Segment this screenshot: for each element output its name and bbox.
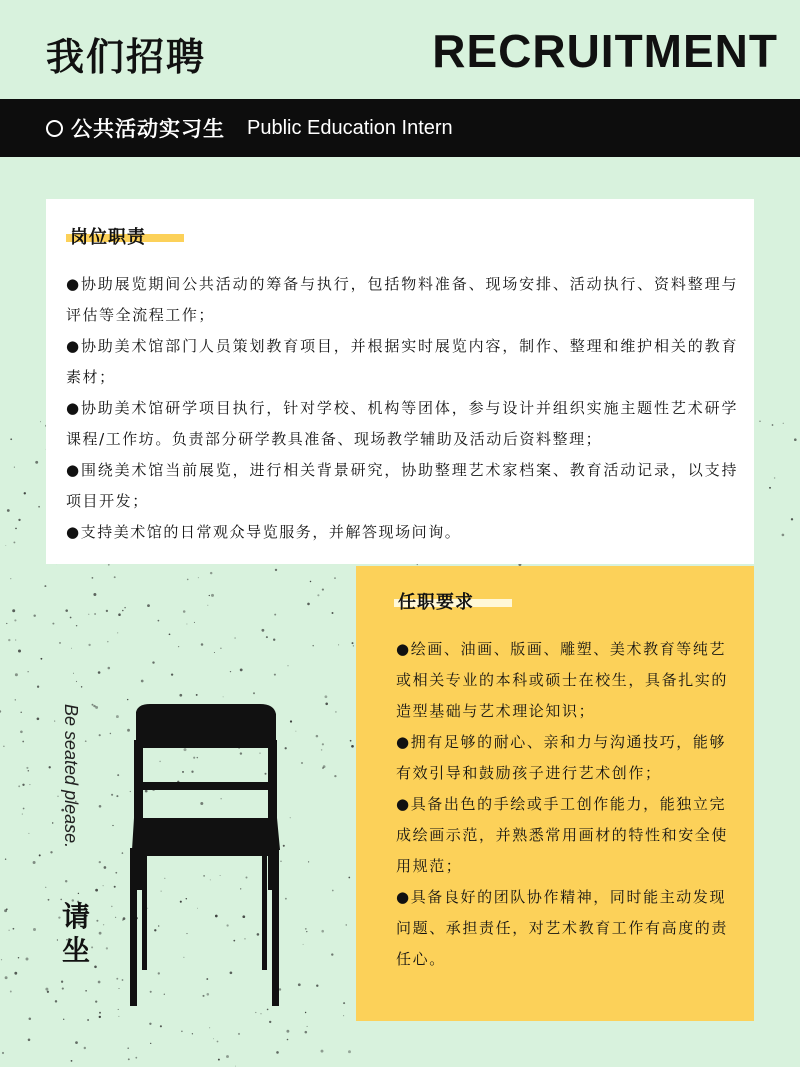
speckle-dot [71, 648, 72, 649]
speckle-dot [98, 671, 101, 674]
speckle-dot [147, 604, 150, 607]
speckle-dot [235, 1066, 236, 1067]
speckle-dot [65, 609, 68, 612]
seated-caption-cn: 请坐 [62, 900, 91, 967]
speckle-dot [104, 866, 107, 869]
speckle-dot [274, 614, 276, 616]
speckle-dot [135, 1057, 137, 1059]
speckle-dot [226, 1055, 229, 1058]
speckle-dot [332, 890, 334, 892]
speckle-dot [217, 1041, 219, 1043]
speckle-dot [348, 1050, 351, 1053]
speckle-dot [15, 699, 16, 700]
speckle-dot [353, 645, 354, 646]
speckle-dot [44, 585, 46, 587]
speckle-dot [192, 1033, 193, 1034]
speckle-dot [57, 939, 58, 940]
speckle-dot [325, 703, 328, 706]
speckle-dot [45, 988, 48, 991]
speckle-dot [169, 633, 171, 635]
speckle-dot [179, 694, 182, 697]
speckle-dot [28, 1039, 31, 1042]
speckle-dot [782, 534, 785, 537]
speckle-dot [63, 1019, 64, 1020]
speckle-dot [33, 614, 35, 616]
speckle-dot [5, 976, 8, 979]
requirements-heading [394, 588, 478, 614]
speckle-dot [103, 924, 104, 925]
speckle-dot [260, 1013, 261, 1014]
speckle-dot [18, 519, 20, 521]
speckle-dot [186, 623, 187, 624]
speckle-dot [18, 957, 19, 958]
speckle-dot [269, 1021, 271, 1023]
speckle-dot [99, 805, 102, 808]
circle-icon [46, 120, 63, 137]
speckle-dot [24, 492, 26, 494]
speckle-dot [15, 528, 17, 530]
speckle-dot [769, 487, 771, 489]
speckle-dot [317, 594, 319, 596]
speckle-dot [99, 861, 101, 863]
speckle-dot [160, 1025, 162, 1027]
speckle-dot [40, 658, 42, 660]
speckle-dot [23, 808, 25, 810]
speckle-dot [29, 784, 30, 785]
list-item: ●绘画、油画、版画、雕塑、美术教育等纯艺或相关专业的本科或硕士在校生，具备扎实的造型基础与艺术理论知识； [396, 640, 729, 720]
speckle-dot [12, 609, 15, 612]
speckle-dot [95, 889, 98, 892]
speckle-dot [35, 461, 38, 464]
requirements-list [396, 634, 736, 975]
speckle-dot [128, 1058, 130, 1060]
speckle-dot [99, 1012, 101, 1014]
speckle-dot [308, 861, 309, 862]
speckle-dot [65, 880, 67, 882]
speckle-dot [158, 620, 160, 622]
speckle-dot [273, 639, 275, 641]
speckle-dot [8, 930, 9, 931]
speckle-dot [14, 619, 16, 621]
speckle-dot [7, 509, 10, 512]
speckle-dot [81, 686, 82, 687]
speckle-dot [323, 765, 326, 768]
speckle-dot [13, 928, 15, 930]
speckle-dot [4, 909, 7, 912]
speckle-dot [218, 1059, 220, 1061]
speckle-dot [93, 705, 95, 707]
speckle-dot [99, 932, 102, 935]
speckle-dot [305, 1012, 306, 1013]
speckle-dot [33, 861, 36, 864]
speckle-dot [223, 696, 224, 697]
header-title-cn: 我们招聘 [46, 35, 207, 79]
speckle-dot [346, 924, 347, 925]
list-item: ●具备出色的手绘或手工创作能力，能独立完成绘画示范，并熟悉常用画材的特性和安全使用规范； [396, 795, 729, 875]
speckle-dot [305, 928, 307, 930]
speckle-dot [181, 1031, 183, 1033]
speckle-dot [93, 593, 96, 596]
speckle-dot [286, 1030, 289, 1033]
speckle-dot [794, 438, 797, 441]
speckle-dot [348, 877, 350, 879]
speckle-dot [207, 605, 208, 606]
list-item: ●协助美术馆部门人员策划教育项目，并根据实时展览内容，制作、整理和维护相关的教育素材； [66, 337, 738, 386]
speckle-dot [141, 680, 144, 683]
speckle-dot [209, 595, 210, 596]
speckle-dot [98, 981, 101, 984]
speckle-dot [85, 740, 87, 742]
speckle-dot [33, 928, 36, 931]
duties-card [46, 199, 754, 564]
speckle-dot [96, 920, 98, 922]
speckle-dot [214, 652, 215, 653]
speckle-dot [334, 577, 336, 579]
speckle-dot [26, 767, 28, 769]
list-item: ●围绕美术馆当前展览，进行相关背景研究，协助整理艺术家档案、教育活动记录，以支持项目开发； [66, 461, 738, 510]
speckle-dot [54, 721, 55, 722]
speckle-dot [316, 735, 319, 738]
speckle-dot [117, 632, 118, 633]
speckle-dot [149, 1023, 151, 1025]
speckle-dot [5, 859, 6, 860]
speckle-dot [150, 1043, 151, 1044]
speckle-dot [45, 887, 46, 888]
duties-list [66, 269, 738, 548]
speckle-dot [124, 607, 126, 609]
speckle-dot [275, 569, 277, 571]
speckle-dot [22, 784, 24, 786]
speckle-dot [127, 1047, 129, 1049]
speckle-dot [343, 1002, 345, 1004]
speckle-dot [10, 578, 11, 579]
speckle-dot [5, 545, 6, 546]
speckle-dot [28, 770, 30, 772]
speckle-dot [6, 623, 7, 624]
speckle-dot [52, 822, 53, 823]
speckle-dot [178, 646, 179, 647]
speckle-dot [107, 641, 109, 643]
speckle-dot [85, 990, 87, 992]
speckle-dot [92, 704, 94, 706]
speckle-dot [772, 424, 774, 426]
speckle-dot [87, 1019, 89, 1021]
list-item: ●具备良好的团队协作精神，同时能主动发现问题、承担责任，对艺术教育工作有高度的责任心。 [396, 888, 729, 968]
chair-illustration [110, 700, 300, 1010]
speckle-dot [49, 766, 51, 768]
speckle-dot [301, 762, 303, 764]
speckle-dot [307, 603, 310, 606]
speckle-dot [75, 1041, 78, 1044]
speckle-dot [92, 577, 94, 579]
speckle-dot [40, 421, 41, 422]
speckle-dot [10, 438, 12, 440]
speckle-dot [103, 885, 104, 886]
position-title-en: Public Education Intern [247, 116, 453, 139]
speckle-dot [10, 991, 12, 993]
speckle-dot [321, 1050, 324, 1053]
speckle-dot [108, 667, 111, 670]
speckle-dot [171, 673, 173, 675]
speckle-dot [335, 711, 337, 713]
speckle-dot [334, 775, 336, 777]
speckle-dot [234, 637, 236, 639]
speckle-dot [307, 1026, 308, 1027]
speckle-dot [18, 650, 21, 653]
speckle-dot [73, 673, 74, 674]
speckle-dot [343, 1015, 344, 1016]
speckle-dot [70, 617, 72, 619]
speckle-dot [94, 613, 96, 615]
speckle-dot [8, 639, 10, 641]
speckle-dot [322, 743, 324, 745]
list-item: ●协助展览期间公共活动的筹备与执行，包括物料准备、现场安排、活动执行、资料整理与评估等全流程工作； [66, 275, 738, 324]
speckle-dot [57, 796, 58, 797]
speckle-dot [238, 1033, 240, 1035]
speckle-dot [352, 642, 354, 644]
speckle-dot [266, 636, 268, 638]
speckle-dot [2, 1052, 4, 1054]
speckle-dot [94, 966, 97, 969]
speckle-dot [240, 669, 243, 672]
position-band [0, 99, 800, 157]
speckle-dot [14, 467, 15, 468]
header-title-en: RECRUITMENT [432, 25, 778, 77]
speckle-dot [322, 589, 324, 591]
speckle-dot [220, 647, 222, 649]
duties-heading-text: 岗位职责 [70, 227, 146, 248]
speckle-dot [99, 1016, 101, 1018]
speckle-dot [201, 643, 204, 646]
speckle-dot [108, 564, 110, 566]
speckle-dot [15, 639, 16, 640]
speckle-dot [18, 785, 20, 787]
speckle-dot [106, 947, 108, 949]
position-title-cn: 公共活动实习生 [71, 117, 225, 141]
speckle-dot [3, 746, 4, 747]
speckle-dot [759, 420, 761, 422]
speckle-dot [332, 612, 334, 614]
speckle-dot [152, 661, 154, 663]
list-item: ●拥有足够的耐心、亲和力与沟通技巧，能够有效引导和鼓励孩子进行艺术创作； [396, 733, 727, 782]
speckle-dot [417, 564, 418, 565]
speckle-dot [338, 644, 339, 645]
speckle-dot [321, 749, 323, 751]
speckle-dot [88, 644, 90, 646]
speckle-dot [20, 731, 23, 734]
speckle-dot [15, 673, 18, 676]
speckle-dot [88, 614, 89, 615]
speckle-dot [211, 594, 214, 597]
speckle-dot [1, 959, 2, 960]
speckle-dot [230, 671, 231, 672]
speckle-dot [312, 645, 314, 647]
speckle-dot [351, 745, 354, 748]
duties-heading [66, 223, 150, 249]
speckle-dot [316, 985, 318, 987]
speckle-dot [58, 916, 60, 918]
speckle-dot [28, 833, 29, 834]
speckle-dot [253, 692, 255, 694]
requirements-heading-text: 任职要求 [398, 592, 474, 613]
speckle-dot [114, 576, 116, 578]
speckle-dot [29, 1018, 32, 1021]
speckle-dot [255, 1012, 256, 1013]
speckle-dot [783, 423, 784, 424]
speckle-dot [774, 477, 775, 478]
speckle-dot [287, 1039, 289, 1041]
speckle-dot [0, 710, 1, 712]
list-item: ●支持美术馆的日常观众导览服务，并解答现场问询。 [66, 523, 462, 541]
speckle-dot [274, 674, 276, 676]
speckle-dot [13, 541, 15, 543]
speckle-dot [288, 665, 289, 666]
speckle-dot [71, 1060, 73, 1062]
speckle-dot [209, 1027, 210, 1028]
speckle-dot [325, 695, 328, 698]
speckle-dot [305, 1031, 308, 1034]
speckle-dot [78, 893, 79, 894]
requirements-card [356, 566, 754, 1021]
speckle-dot [321, 930, 324, 933]
speckle-dot [47, 991, 49, 993]
speckle-dot [106, 610, 108, 612]
speckle-dot [48, 899, 50, 901]
speckle-dot [22, 741, 24, 743]
speckle-dot [310, 581, 311, 582]
speckle-dot [55, 1000, 57, 1002]
speckle-dot [194, 622, 195, 623]
speckle-dot [14, 972, 17, 975]
speckle-dot [350, 740, 352, 742]
speckle-dot [183, 610, 186, 613]
speckle-dot [118, 613, 121, 616]
speckle-dot [276, 1051, 279, 1054]
speckle-dot [52, 623, 54, 625]
speckle-dot [39, 854, 41, 856]
speckle-dot [187, 579, 189, 581]
speckle-dot [210, 572, 212, 574]
speckle-dot [76, 625, 77, 626]
speckle-dot [20, 712, 21, 713]
speckle-dot [261, 629, 264, 632]
speckle-dot [213, 1038, 214, 1039]
speckle-dot [99, 734, 101, 736]
speckle-dot [22, 814, 23, 815]
speckle-dot [28, 671, 29, 672]
speckle-dot [791, 518, 793, 520]
seated-caption-en: Be seated please. [61, 704, 81, 849]
speckle-dot [306, 931, 307, 932]
speckle-dot [303, 944, 304, 945]
speckle-dot [118, 1016, 119, 1017]
speckle-dot [61, 981, 63, 983]
speckle-dot [37, 717, 40, 720]
speckle-dot [50, 851, 52, 853]
speckle-dot [122, 610, 124, 612]
speckle-dot [331, 953, 333, 955]
speckle-dot [62, 988, 64, 990]
speckle-dot [38, 506, 40, 508]
speckle-dot [84, 1047, 86, 1049]
list-item: ●协助美术馆研学项目执行，针对学校、机构等团体，参与设计并组织实施主题性艺术研学课程/工作坊。负责部分研学教具准备、现场教学辅助及活动后资料整理； [66, 399, 738, 448]
speckle-dot [95, 1000, 97, 1002]
speckle-dot [198, 577, 199, 578]
speckle-dot [26, 958, 29, 961]
speckle-dot [196, 694, 198, 696]
speckle-dot [59, 642, 61, 644]
speckle-dot [76, 681, 77, 682]
speckle-dot [37, 686, 39, 688]
